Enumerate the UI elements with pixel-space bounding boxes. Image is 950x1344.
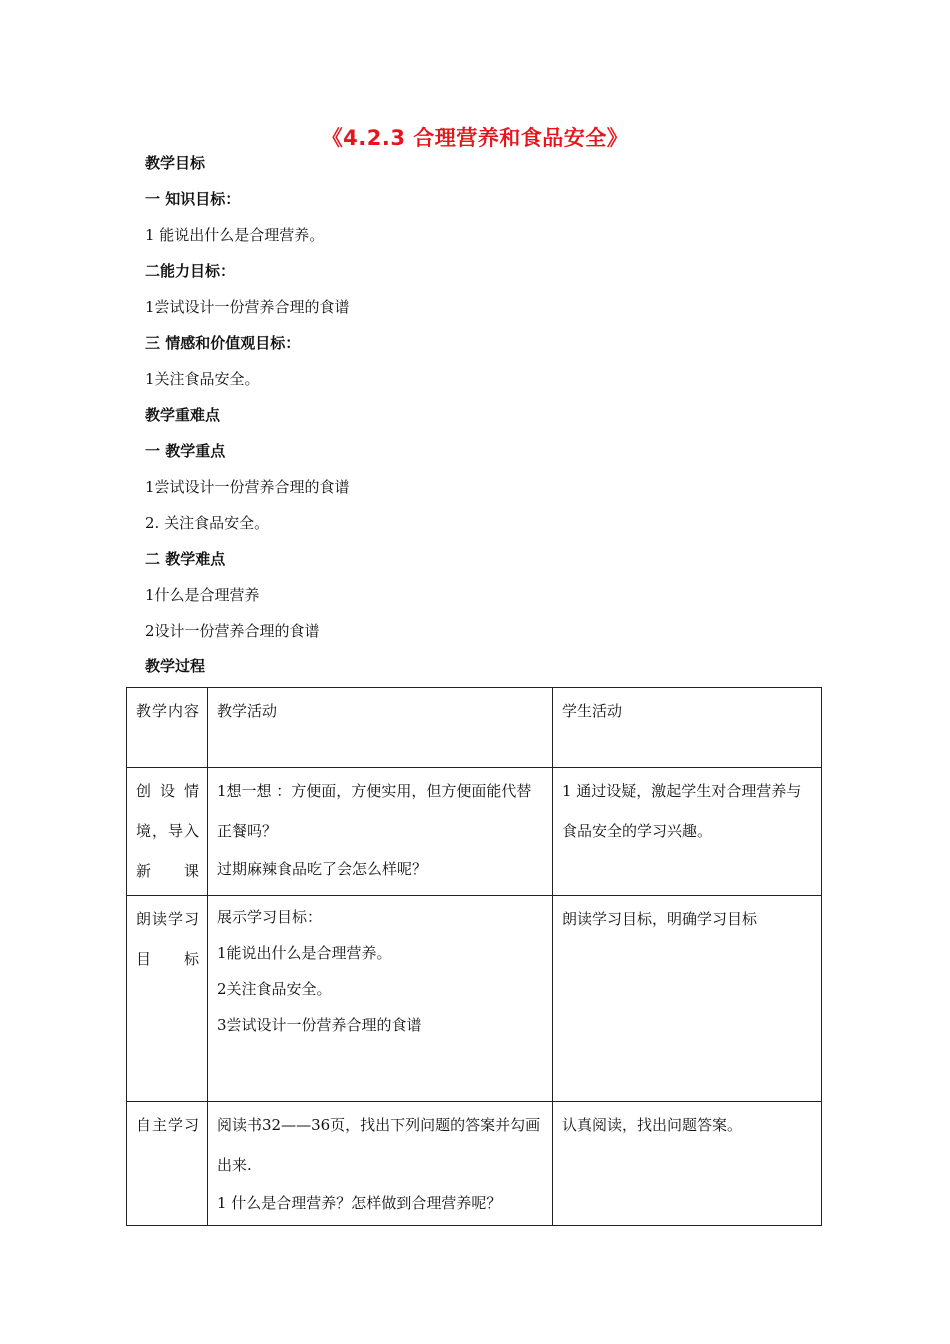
heading-knowledge-goals: 一 知识目标：: [145, 190, 241, 208]
heading-key-points: 一 教学重点: [145, 442, 226, 460]
header-student-activity: 学生活动: [553, 688, 822, 768]
row-teacher-activity: 阅读书32——36页，找出下列问题的答案并勾画出来. 1 什么是合理营养？怎样做到合理营养呢？: [208, 1102, 553, 1226]
document-title: 《4.2.3 合理营养和食品安全》: [321, 126, 629, 150]
heading-key-difficult-points: 教学重难点: [145, 406, 221, 424]
header-teacher-activity: 教学活动: [208, 688, 553, 768]
knowledge-goal-1: 1 能说出什么是合理营养。: [145, 226, 325, 244]
row-student-activity: 认真阅读，找出问题答案。: [553, 1102, 822, 1226]
teaching-process-table: [126, 687, 822, 1226]
heading-teaching-goals: 教学目标: [145, 154, 206, 172]
row-content: 朗读学习目标: [127, 896, 208, 1102]
row-student-activity: 1 通过设疑，激起学生对合理营养与食品安全的学习兴趣。: [553, 768, 822, 896]
key-point-1: 1尝试设计一份营养合理的食谱: [145, 478, 350, 496]
ability-goal-1: 1尝试设计一份营养合理的食谱: [145, 298, 350, 316]
table-header-row: [127, 688, 822, 768]
difficult-point-1: 1什么是合理营养: [145, 586, 260, 604]
header-content: 教学内容: [127, 688, 208, 768]
emotion-goal-1: 1关注食品安全。: [145, 370, 260, 388]
row-teacher-activity: 1想一想 ：方便面，方便实用，但方便面能代替正餐吗？ 过期麻辣食品吃了会怎么样呢？: [208, 768, 553, 896]
row-content: 自主学习: [127, 1102, 208, 1226]
difficult-point-2: 2设计一份营养合理的食谱: [145, 622, 320, 640]
row-content: 创设情境，导入新课: [127, 768, 208, 896]
table-row: [127, 896, 822, 1102]
row-student-activity: 朗读学习目标，明确学习目标: [553, 896, 822, 1102]
table-row: [127, 768, 822, 896]
heading-ability-goals: 二能力目标：: [145, 262, 236, 280]
heading-teaching-process: 教学过程: [145, 657, 206, 675]
key-point-2: 2. 关注食品安全。: [145, 514, 270, 532]
heading-emotion-goals: 三 情感和价值观目标：: [145, 334, 301, 352]
table-row: [127, 1102, 822, 1226]
heading-difficult-points: 二 教学难点: [145, 550, 226, 568]
row-teacher-activity: 展示学习目标： 1能说出什么是合理营养。 2关注食品安全。 3尝试设计一份营养合理的食谱: [208, 896, 553, 1102]
